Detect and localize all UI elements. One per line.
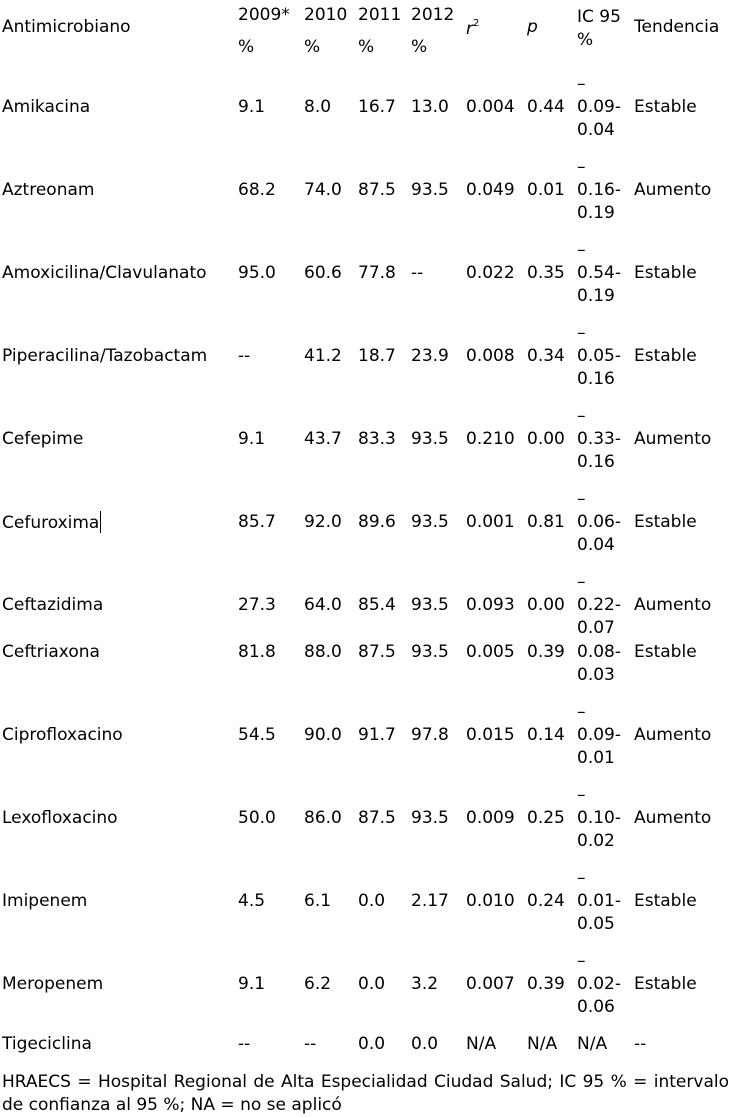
row-ic-low: 0.09- bbox=[577, 97, 621, 117]
header-2012: 2012 bbox=[411, 5, 455, 25]
row-ic-sign: – bbox=[577, 702, 586, 722]
row-ic-high: 0.06 bbox=[577, 997, 615, 1017]
row-r2: 0.009 bbox=[466, 808, 515, 828]
row-ic-high: 0.05 bbox=[577, 914, 615, 934]
row-ic-sign: – bbox=[577, 951, 586, 971]
row-trend: Aumento bbox=[634, 180, 712, 200]
row-p: 0.81 bbox=[527, 512, 565, 532]
row-2010: 64.0 bbox=[304, 595, 342, 615]
row-2009: -- bbox=[238, 1034, 251, 1054]
row-2009: 68.2 bbox=[238, 180, 276, 200]
row-2009: -- bbox=[238, 346, 251, 366]
row-ic-low: 0.10- bbox=[577, 808, 621, 828]
row-name: Tigeciclina bbox=[2, 1034, 92, 1054]
row-2009: 9.1 bbox=[238, 97, 266, 117]
row-p: 0.35 bbox=[527, 263, 565, 283]
row-name-cell[interactable] bbox=[2, 511, 101, 535]
header-antimicrobiano: Antimicrobiano bbox=[2, 17, 131, 37]
table-footnote: HRAECS = Hospital Regional de Alta Especialidad Ciudad Salud; IC 95 % = intervalo de confianza al 95 %; NA = no se aplicó bbox=[2, 1072, 729, 1115]
row-trend: Aumento bbox=[634, 808, 712, 828]
row-ic-high: 0.16 bbox=[577, 369, 615, 389]
row-2009: 9.1 bbox=[238, 974, 266, 994]
row-trend: Estable bbox=[634, 974, 697, 994]
row-2010: 6.1 bbox=[304, 891, 332, 911]
row-2011: 16.7 bbox=[358, 97, 396, 117]
header-r-letter: r bbox=[466, 19, 473, 39]
row-trend: Estable bbox=[634, 642, 697, 662]
row-r2: 0.004 bbox=[466, 97, 515, 117]
row-trend: Estable bbox=[634, 891, 697, 911]
row-r2: 0.022 bbox=[466, 263, 515, 283]
header-2010-pct: % bbox=[304, 37, 321, 57]
row-2011: 77.8 bbox=[358, 263, 396, 283]
row-ic-low: 0.05- bbox=[577, 346, 621, 366]
row-trend: Aumento bbox=[634, 595, 712, 615]
header-2009: 2009* bbox=[238, 5, 290, 25]
row-2009: 95.0 bbox=[238, 263, 276, 283]
header-r-superscript: 2 bbox=[473, 18, 480, 29]
header-2011-pct: % bbox=[358, 37, 375, 57]
row-r2: 0.010 bbox=[466, 891, 515, 911]
row-p: 0.44 bbox=[527, 97, 565, 117]
row-name: Ceftriaxona bbox=[2, 642, 100, 662]
row-ic-low: 0.33- bbox=[577, 429, 621, 449]
row-r2: 0.008 bbox=[466, 346, 515, 366]
row-ic-low: 0.06- bbox=[577, 512, 621, 532]
row-ic-high: 0.03 bbox=[577, 665, 615, 685]
row-name: Cefuroxima bbox=[2, 513, 100, 533]
row-2010: 74.0 bbox=[304, 180, 342, 200]
header-2009-pct: % bbox=[238, 37, 255, 57]
row-name: Ciprofloxacino bbox=[2, 725, 123, 745]
row-2010: 60.6 bbox=[304, 263, 342, 283]
row-p: 0.00 bbox=[527, 595, 565, 615]
row-2012: 93.5 bbox=[411, 180, 449, 200]
row-2011: 89.6 bbox=[358, 512, 396, 532]
row-name: Amoxicilina/Clavulanato bbox=[2, 263, 207, 283]
row-2011: 18.7 bbox=[358, 346, 396, 366]
row-ic-sign: – bbox=[577, 157, 586, 177]
row-ic-high: 0.04 bbox=[577, 535, 615, 555]
row-ic-high: 0.16 bbox=[577, 452, 615, 472]
row-ic-sign: – bbox=[577, 785, 586, 805]
row-ic-sign: – bbox=[577, 868, 586, 888]
row-trend: -- bbox=[634, 1034, 647, 1054]
row-p: N/A bbox=[527, 1034, 558, 1054]
row-2011: 87.5 bbox=[358, 180, 396, 200]
header-tendencia: Tendencia bbox=[634, 17, 720, 37]
row-trend: Aumento bbox=[634, 725, 712, 745]
text-cursor bbox=[100, 511, 101, 533]
row-2010: 43.7 bbox=[304, 429, 342, 449]
row-ic-sign: – bbox=[577, 323, 586, 343]
row-p: 0.25 bbox=[527, 808, 565, 828]
row-ic-high: 0.07 bbox=[577, 618, 615, 638]
row-p: 0.34 bbox=[527, 346, 565, 366]
row-2010: 88.0 bbox=[304, 642, 342, 662]
row-name: Amikacina bbox=[2, 97, 91, 117]
row-trend: Estable bbox=[634, 97, 697, 117]
header-2012-pct: % bbox=[411, 37, 428, 57]
row-p: 0.00 bbox=[527, 429, 565, 449]
row-ic-sign: – bbox=[577, 74, 586, 94]
row-2011: 83.3 bbox=[358, 429, 396, 449]
row-2011: 0.0 bbox=[358, 974, 386, 994]
row-p: 0.01 bbox=[527, 180, 565, 200]
row-2009: 9.1 bbox=[238, 429, 266, 449]
row-ic-low: 0.54- bbox=[577, 263, 621, 283]
row-p: 0.39 bbox=[527, 642, 565, 662]
row-ic-low: 0.08- bbox=[577, 642, 621, 662]
row-2009: 4.5 bbox=[238, 891, 266, 911]
row-2012: 0.0 bbox=[411, 1034, 439, 1054]
row-2012: 93.5 bbox=[411, 429, 449, 449]
row-2011: 0.0 bbox=[358, 1034, 386, 1054]
row-2011: 91.7 bbox=[358, 725, 396, 745]
row-2012: 13.0 bbox=[411, 97, 449, 117]
row-ic-sign: – bbox=[577, 240, 586, 260]
row-r2: 0.001 bbox=[466, 512, 515, 532]
row-name: Lexofloxacino bbox=[2, 808, 118, 828]
row-2010: 41.2 bbox=[304, 346, 342, 366]
row-p: 0.39 bbox=[527, 974, 565, 994]
row-2010: -- bbox=[304, 1034, 317, 1054]
header-ic-line2: % bbox=[577, 30, 594, 50]
row-2011: 85.4 bbox=[358, 595, 396, 615]
header-r2 bbox=[466, 18, 479, 41]
row-2009: 85.7 bbox=[238, 512, 276, 532]
row-2012: 23.9 bbox=[411, 346, 449, 366]
row-2012: 93.5 bbox=[411, 808, 449, 828]
row-2012: -- bbox=[411, 263, 424, 283]
row-r2: 0.007 bbox=[466, 974, 515, 994]
row-p: 0.24 bbox=[527, 891, 565, 911]
row-2010: 92.0 bbox=[304, 512, 342, 532]
row-2009: 81.8 bbox=[238, 642, 276, 662]
row-trend: Estable bbox=[634, 346, 697, 366]
row-ic-low: 0.22- bbox=[577, 595, 621, 615]
row-r2: 0.210 bbox=[466, 429, 515, 449]
row-ic-low: 0.09- bbox=[577, 725, 621, 745]
row-ic-high: 0.04 bbox=[577, 120, 615, 140]
row-2012: 93.5 bbox=[411, 642, 449, 662]
header-2010: 2010 bbox=[304, 5, 348, 25]
row-ic-sign: – bbox=[577, 572, 586, 592]
row-ic-low: 0.02- bbox=[577, 974, 621, 994]
row-name: Imipenem bbox=[2, 891, 88, 911]
row-ic-low: N/A bbox=[577, 1034, 608, 1054]
row-ic-high: 0.19 bbox=[577, 203, 615, 223]
row-2012: 93.5 bbox=[411, 512, 449, 532]
header-ic-line1: IC 95 bbox=[577, 7, 621, 27]
row-ic-high: 0.19 bbox=[577, 286, 615, 306]
row-2012: 2.17 bbox=[411, 891, 449, 911]
row-2011: 87.5 bbox=[358, 642, 396, 662]
row-trend: Estable bbox=[634, 512, 697, 532]
row-name: Meropenem bbox=[2, 974, 104, 994]
row-2010: 8.0 bbox=[304, 97, 332, 117]
row-name: Cefepime bbox=[2, 429, 84, 449]
row-2011: 0.0 bbox=[358, 891, 386, 911]
row-p: 0.14 bbox=[527, 725, 565, 745]
row-r2: 0.049 bbox=[466, 180, 515, 200]
row-2009: 54.5 bbox=[238, 725, 276, 745]
row-name: Piperacilina/Tazobactam bbox=[2, 346, 208, 366]
row-ic-sign: – bbox=[577, 406, 586, 426]
row-ic-sign: – bbox=[577, 489, 586, 509]
row-2011: 87.5 bbox=[358, 808, 396, 828]
row-trend: Estable bbox=[634, 263, 697, 283]
row-2010: 90.0 bbox=[304, 725, 342, 745]
row-2009: 27.3 bbox=[238, 595, 276, 615]
row-trend: Aumento bbox=[634, 429, 712, 449]
header-p: p bbox=[527, 17, 538, 37]
row-r2: 0.005 bbox=[466, 642, 515, 662]
row-ic-low: 0.16- bbox=[577, 180, 621, 200]
row-2012: 93.5 bbox=[411, 595, 449, 615]
row-2009: 50.0 bbox=[238, 808, 276, 828]
row-r2: 0.015 bbox=[466, 725, 515, 745]
row-ic-high: 0.02 bbox=[577, 831, 615, 851]
row-ic-low: 0.01- bbox=[577, 891, 621, 911]
row-name: Aztreonam bbox=[2, 180, 95, 200]
row-r2: 0.093 bbox=[466, 595, 515, 615]
row-name: Ceftazidima bbox=[2, 595, 104, 615]
row-2012: 3.2 bbox=[411, 974, 439, 994]
row-ic-high: 0.01 bbox=[577, 748, 615, 768]
row-2012: 97.8 bbox=[411, 725, 449, 745]
row-2010: 86.0 bbox=[304, 808, 342, 828]
row-2010: 6.2 bbox=[304, 974, 332, 994]
header-2011: 2011 bbox=[358, 5, 402, 25]
row-r2: N/A bbox=[466, 1034, 497, 1054]
